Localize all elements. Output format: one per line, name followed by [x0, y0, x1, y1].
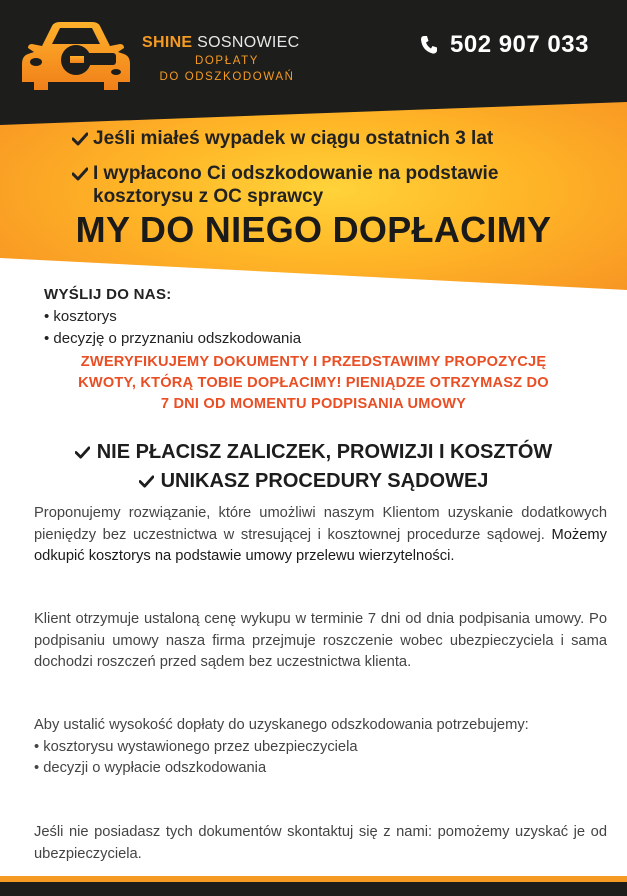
benefit-no-court-text: UNIKASZ PROCEDURY SĄDOWEJ [160, 470, 489, 492]
phone-icon [420, 35, 438, 55]
brand-block [142, 33, 312, 85]
send-item-decision: • decyzję o przyznaniu odszkodowania [44, 330, 302, 347]
brand-city: SOSNOWIEC [197, 34, 300, 51]
send-item-estimate: • kosztorys [44, 308, 117, 325]
benefit-no-court [0, 470, 627, 493]
brand-title [142, 33, 312, 53]
checkmark-icon [72, 132, 88, 146]
paragraph-contact: Jeśli nie posiadasz tych dokumentów skontaktuj się z nami: pomożemy uzyskać je od ubezpieczyciela. [34, 824, 607, 862]
notice-line-2: KWOTY, KTÓRĄ TOBIE DOPŁACIMY! PIENIĄDZE OTRZYMASZ DO [78, 375, 549, 391]
brand-subtitle-2: DO ODSZKODOWAŃ [159, 71, 295, 83]
notice-line-3: 7 DNI OD MOMENTU PODPISANIA UMOWY [160, 396, 467, 412]
banner-check-2 [72, 162, 582, 208]
verification-notice [30, 352, 597, 415]
phone-contact[interactable] [420, 30, 589, 60]
phone-number[interactable]: 502 907 033 [450, 31, 589, 58]
requirement-item-decision: • decyzji o wypłacie odszkodowania [34, 760, 267, 776]
requirements-intro: Aby ustalić wysokość dopłaty do uzyskanego odszkodowania potrzebujemy: [34, 717, 529, 733]
paragraph-requirements [34, 715, 607, 780]
banner-check-1-text: Jeśli miałeś wypadek w ciągu ostatnich 3 lat [93, 128, 494, 149]
checkmark-icon [75, 446, 90, 459]
banner-check-2-text: I wypłacono Ci odszkodowanie na podstawie kosztorysu z OC sprawcy [93, 163, 499, 207]
brand-subtitle-1: DOPŁATY [194, 55, 260, 67]
benefit-no-fees-text: NIE PŁACISZ ZALICZEK, PROWIZJI I KOSZTÓW [96, 441, 553, 463]
paragraph-offer-text: Proponujemy rozwiązanie, które umożliwi naszym Klientom uzyskanie dodatkowych pieniędzy bez uczestnictwa w stresującej i kosztownej procedurze sądowej. [34, 505, 607, 543]
send-title: WYŚLIJ DO NAS: [44, 286, 172, 303]
banner-check-1 [72, 127, 493, 150]
paragraph-offer [34, 503, 607, 568]
requirement-item-estimate: • kosztorysu wystawionego przez ubezpieczyciela [34, 738, 358, 755]
checkmark-icon [72, 167, 88, 181]
send-documents-list [44, 284, 301, 350]
notice-line-1: ZWERYFIKUJEMY DOKUMENTY I PRZEDSTAWIMY PROPOZYCJĘ [80, 354, 547, 370]
main-headline: MY DO NIEGO DOPŁACIMY [75, 209, 552, 250]
footer-dark-stripe [0, 882, 627, 896]
checkmark-icon [139, 475, 154, 488]
paragraph-payment: Klient otrzymuje ustaloną cenę wykupu w terminie 7 dni od dnia podpisania umowy. Po podpisaniu umowy nasza firma przejmuje roszczenie wobec ubezpieczyciela i sama dochodzi roszczeń przed sądem bez uczestnictwa klienta. [34, 611, 607, 670]
paragraph-offer-highlight: Możemy odkupić kosztorys na podstawie umowy przelewu wierzytelności. [34, 526, 608, 564]
benefit-no-fees [0, 441, 627, 464]
car-wrench-logo-icon [20, 20, 132, 92]
brand-name: SHINE [142, 34, 193, 51]
